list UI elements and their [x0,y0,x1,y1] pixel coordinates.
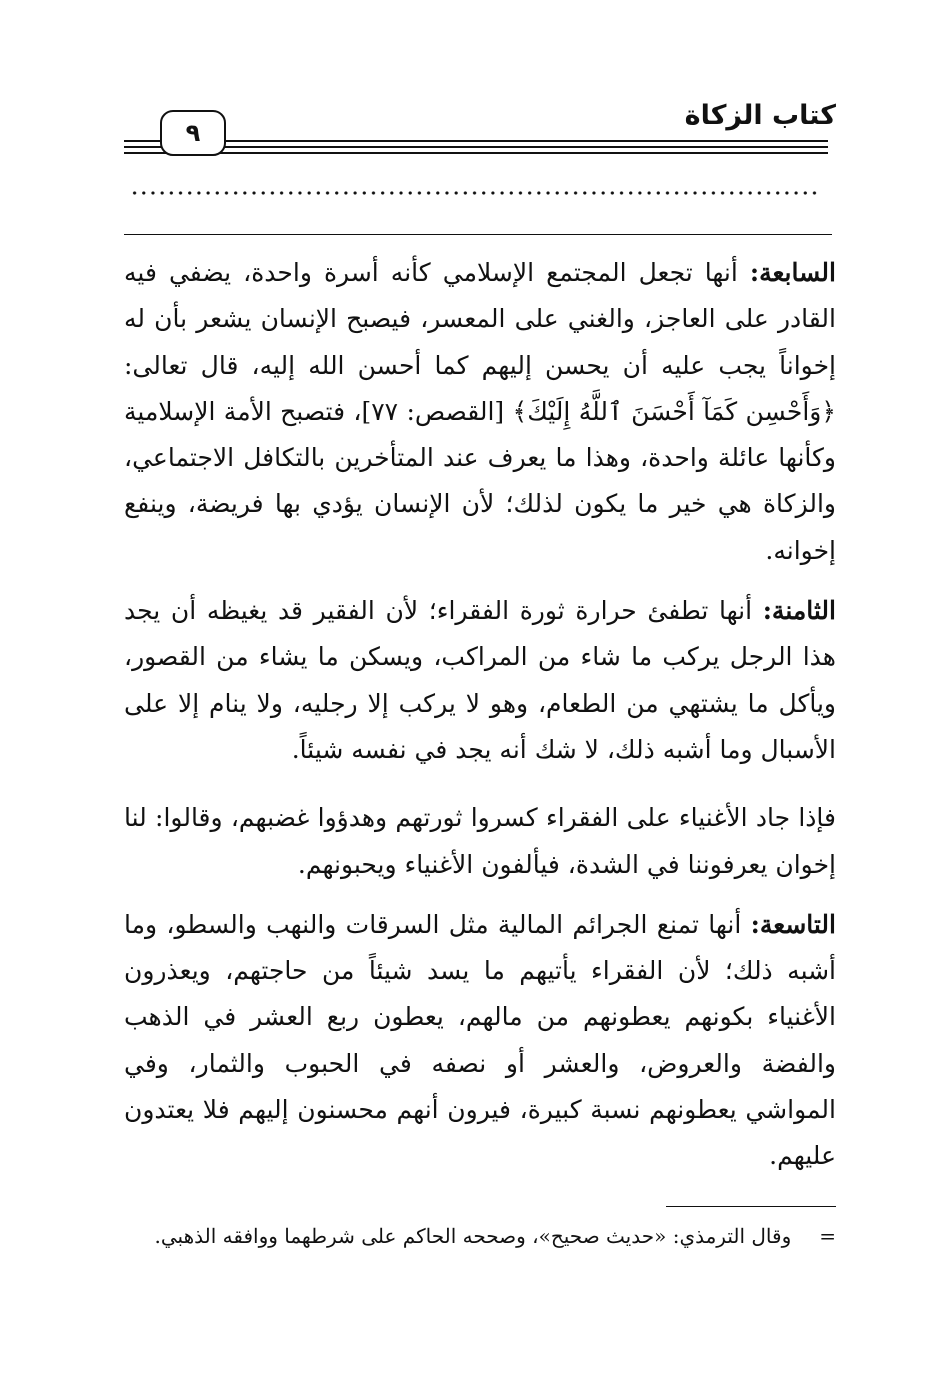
running-title: كتاب الزكاة [684,100,836,131]
paragraph-seventh [124,250,836,574]
content-top-rule [124,234,832,235]
footnote-marker: = [819,1224,836,1248]
paragraph-lead: الثامنة: [762,596,836,626]
page-number: ٩ [160,110,226,156]
header-rule [124,140,828,142]
paragraph-text: أنها تمنع الجرائم المالية مثل السرقات والنهب والسطو، وما أشبه ذلك؛ لأن الفقراء يأتيهم ما يسد شيئاً من حاجتهم، ويعذرون الأغنياء بكونهم يعطونهم من مالهم، يعطون ربع العشر في الذهب والفضة والعروض، والعشر أو نصفه في الحبوب والثمار، وفي المواشي يعطونهم نسبة كبيرة، فيرون أنهم محسنون إليهم فلا يعتدون عليهم. [124,909,836,1171]
paragraph-text: فإذا جاد الأغنياء على الفقراء كسروا ثورتهم وهدؤوا غضبهم، وقالوا: لنا إخوان يعرفوننا في الشدة، فيألفون الأغنياء ويحبونهم. [124,803,836,879]
footnote-rule [666,1206,836,1207]
paragraph-text: أنها تطفئ حرارة ثورة الفقراء؛ لأن الفقير قد يغيظه أن يجد هذا الرجل يركب ما شاء من المراكب، ويسكن ما يشاء من القصور، ويأكل ما يشتهي من الطعام، وهو لا يركب إلا رجليه، ولا ينام إلا على الأسبال وما أشبه ذلك، لا شك أنه يجد في نفسه شيئاً. [124,596,836,764]
paragraph-eighth [124,588,836,773]
paragraph-ninth [124,902,836,1180]
paragraph-lead: التاسعة: [750,909,836,939]
paragraph-continuation [124,795,836,888]
header-rule [124,152,828,154]
dotted-separator [130,188,820,198]
main-text [124,250,836,1180]
paragraph-text: [القصص: ٧٧]، فتصبح الأمة الإسلامية وكأنها عائلة واحدة، وهذا ما يعرف عند المتأخرين بالتكافل الاجتماعي، والزكاة هي خير ما يكون لذلك؛ لأن الإنسان يؤدي بها فريضة، وينفع إخوانه. [124,396,836,565]
paragraph-lead: السابعة: [749,258,836,287]
footnote-text: وقال الترمذي: «حديث صحيح»، وصححه الحاكم على شرطهما ووافقه الذهبي. [154,1224,792,1248]
quran-verse: ﴿وَأَحْسِن كَمَآ أَحْسَنَ ٱللَّهُ إِلَيْكَ﴾ [512,396,836,426]
footnote [124,1218,836,1254]
paragraph-text: أنها تجعل المجتمع الإسلامي كأنه أسرة واحدة، يضفي فيه القادر على العاجز، والغني على المعسر، فيصبح الإنسان يشعر بأن له إخواناً يجب عليه أن يحسن إليهم كما أحسن الله إليه، قال تعالى: [124,258,836,380]
header-rule [124,146,828,148]
